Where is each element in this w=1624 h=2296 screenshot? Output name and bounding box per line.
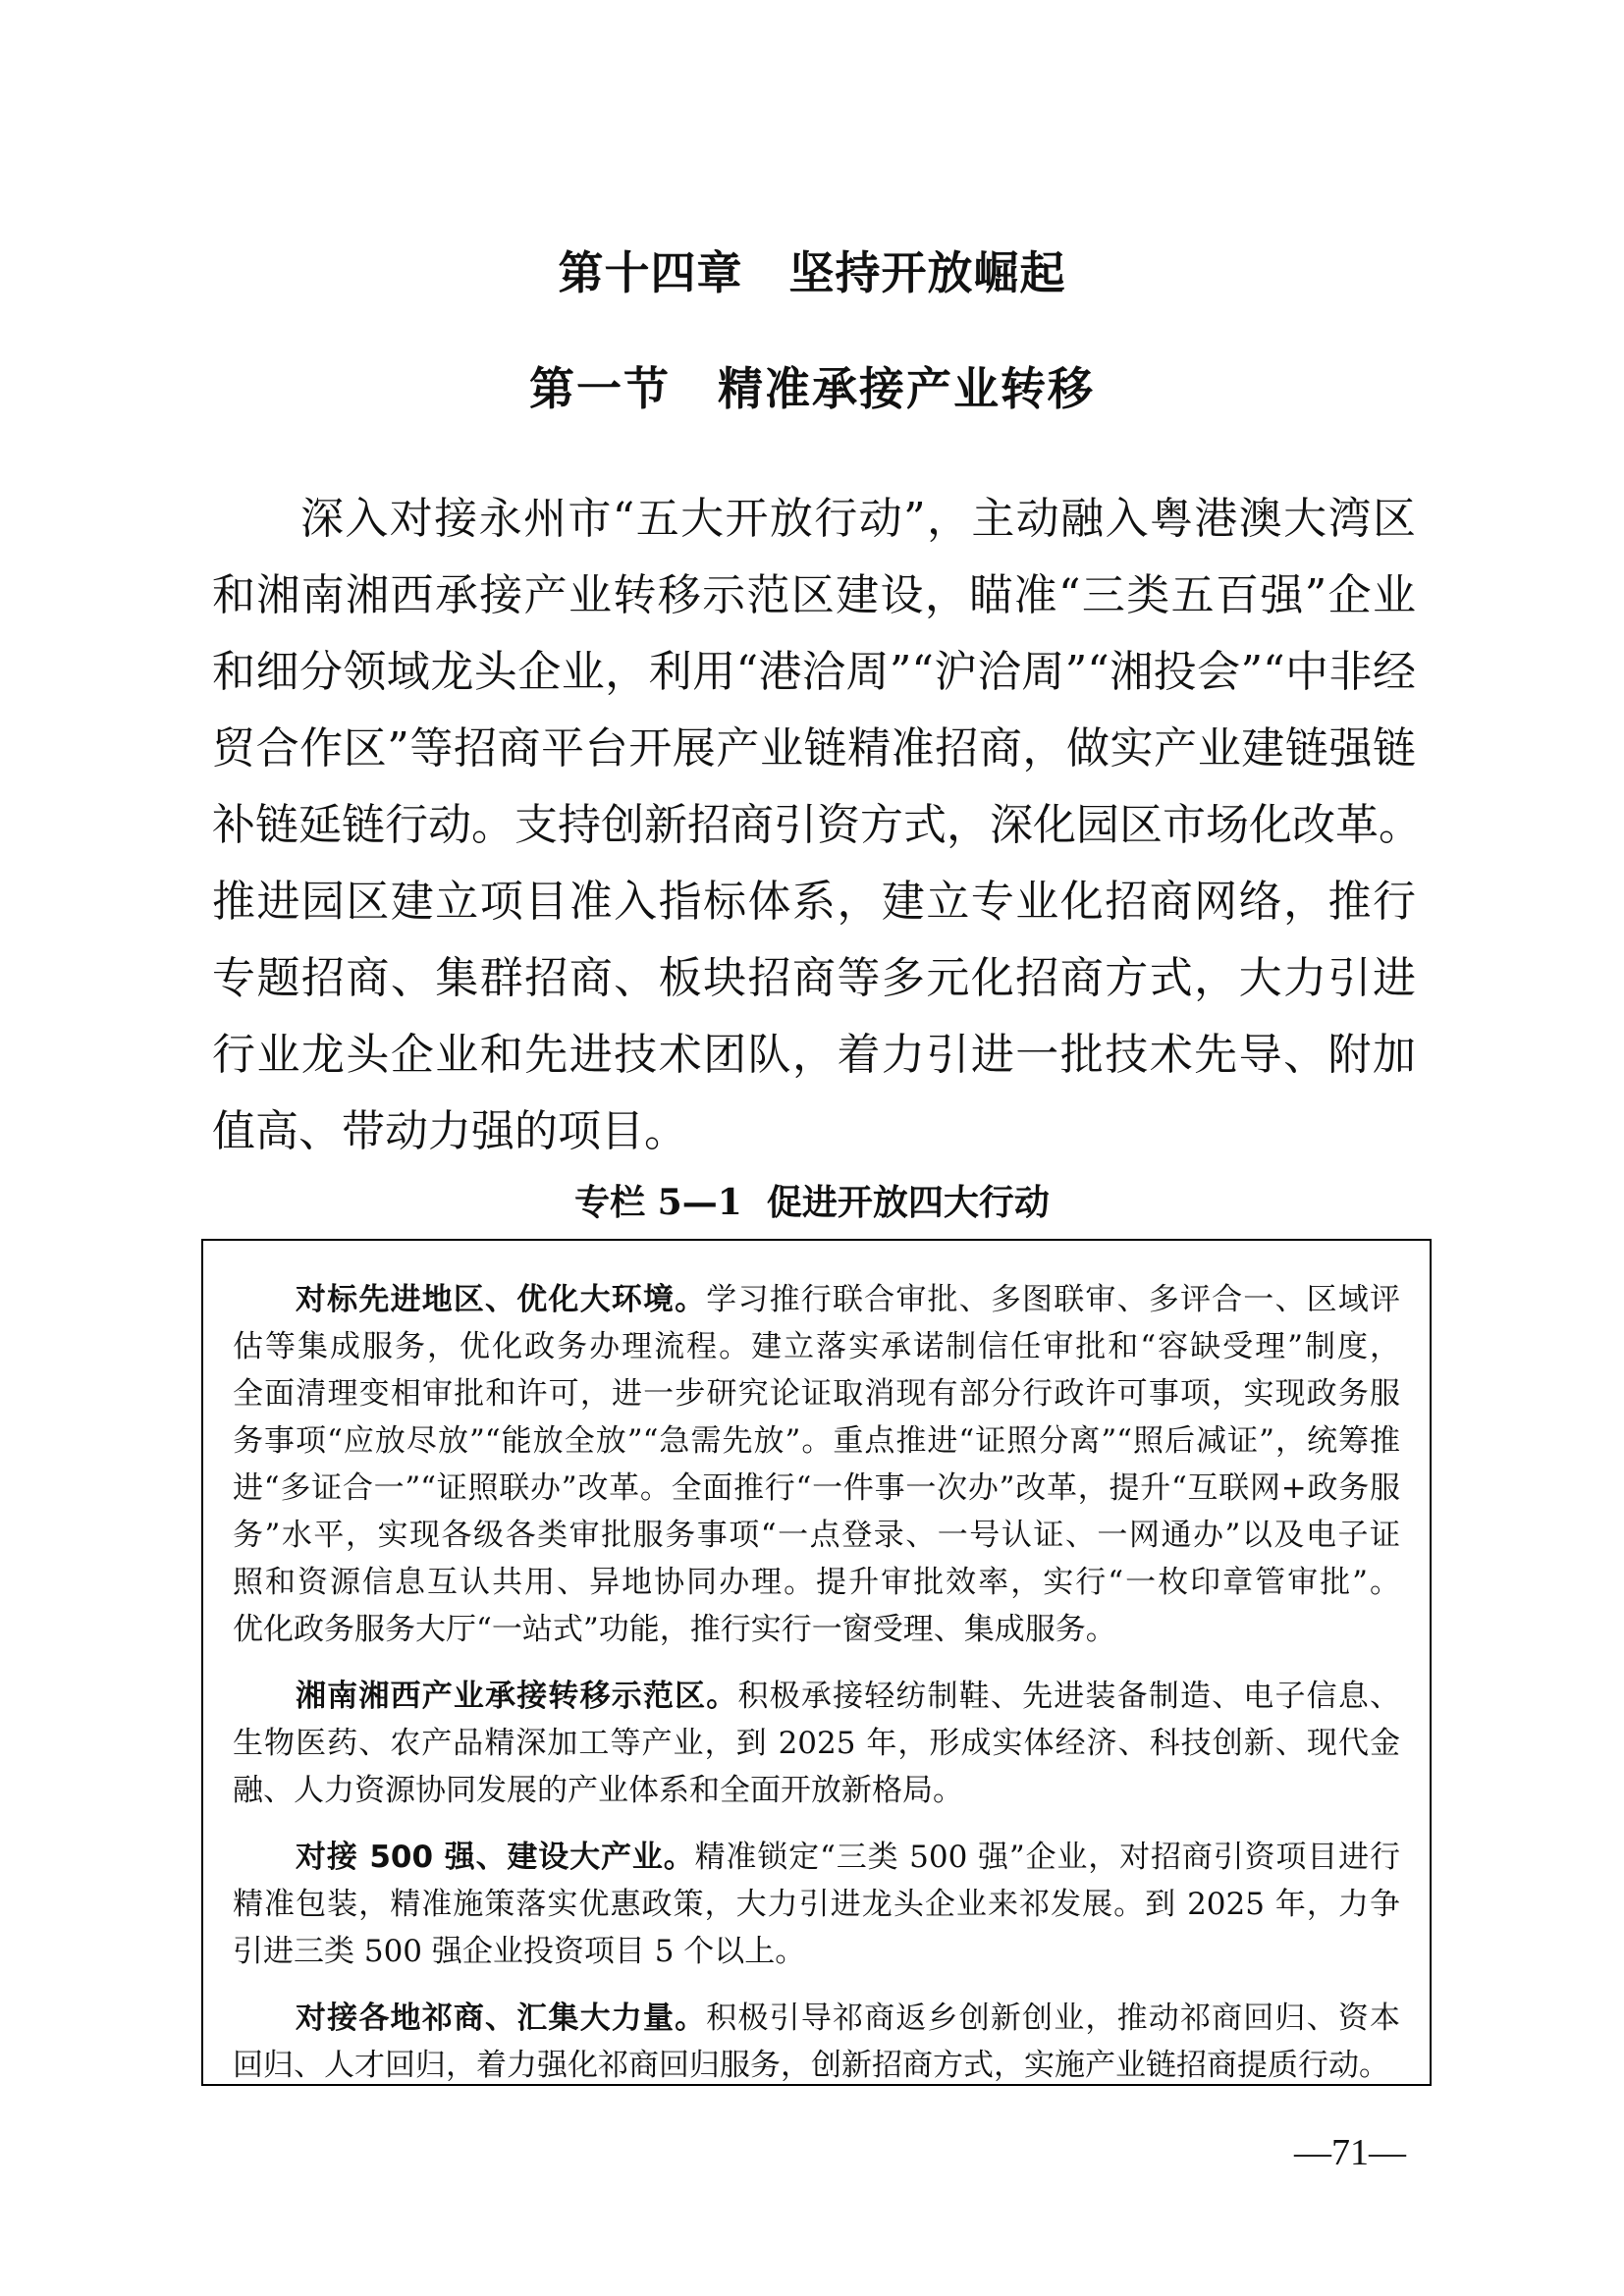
- box-line: 精准包装，精准施策落实优惠政策，大力引进龙头企业来祁发展。到 2025 年，力争: [233, 1887, 1400, 1922]
- box-text: 积极引导祁商返乡创新创业，推动祁商回归、资本: [706, 2001, 1401, 2036]
- box-text: 积极承接轻纺制鞋、先进装备制造、电子信息、: [737, 1679, 1401, 1714]
- box-block-lead: 对接 500 强、建设大产业。: [296, 1840, 695, 1875]
- section-title: 第一节 精准承接产业转移: [529, 362, 1095, 415]
- box-text: 精准锁定“三类 500 强”企业，对招商引资项目进行: [694, 1840, 1400, 1875]
- body-line: 贸合作区”等招商平台开展产业链精准招商，做实产业建链强链: [212, 723, 1416, 774]
- box-line: 估等集成服务，优化政务办理流程。建立落实承诺制信任审批和“容缺受理”制度，: [233, 1329, 1400, 1364]
- body-line: 行业龙头企业和先进技术团队，着力引进一批技术先导、附加: [212, 1030, 1416, 1080]
- box-line: 务事项“应放尽放”“能放全放”“急需先放”。重点推进“证照分离”“照后减证”，统筹推: [233, 1423, 1400, 1459]
- box-line: 优化政务服务大厅“一站式”功能，推行实行一窗受理、集成服务。: [233, 1612, 1116, 1647]
- box-line: 务”水平，实现各级各类审批服务事项“一点登录、一号认证、一网通办”以及电子证: [233, 1518, 1400, 1553]
- box-block-top500: [233, 1834, 1400, 1975]
- box-line: [233, 1834, 1400, 1881]
- box-line: 进“多证合一”“证照联办”改革。全面推行“一件事一次办”改革，提升“互联网+政务服: [233, 1470, 1400, 1506]
- box-header: 专栏 5—1 促进开放四大行动: [574, 1182, 1050, 1223]
- body-line: 推进园区建立项目准入指标体系，建立专业化招商网络，推行: [212, 877, 1416, 927]
- chapter-title: 第十四章 坚持开放崛起: [558, 246, 1066, 299]
- box-line: [233, 1673, 1400, 1720]
- body-line: 和细分领域龙头企业，利用“港洽周”“沪洽周”“湘投会”“中非经: [212, 647, 1416, 697]
- box-line: 融、人力资源协同发展的产业体系和全面开放新格局。: [233, 1773, 963, 1808]
- box-block-benchmark: [233, 1276, 1400, 1653]
- box-block-lead: 对接各地祁商、汇集大力量。: [296, 2001, 707, 2036]
- box-block-demo-zone: [233, 1673, 1400, 1814]
- box-block-qi-merchants: [233, 1995, 1400, 2089]
- body-line: 值高、带动力强的项目。: [212, 1106, 687, 1156]
- box-block-lead: 对标先进地区、优化大环境。: [296, 1282, 707, 1317]
- box-block-lead: 湘南湘西产业承接转移示范区。: [296, 1679, 738, 1714]
- box-line: [233, 1276, 1400, 1323]
- body-line: 补链延链行动。支持创新招商引资方式，深化园区市场化改革。: [212, 800, 1422, 850]
- box-line: [233, 1995, 1400, 2042]
- box-line: 引进三类 500 强企业投资项目 5 个以上。: [233, 1934, 806, 1969]
- box-line: 生物医药、农产品精深加工等产业，到 2025 年，形成实体经济、科技创新、现代金: [233, 1726, 1400, 1761]
- body-paragraph: [212, 481, 1422, 1170]
- body-line: 专题招商、集群招商、板块招商等多元化招商方式，大力引进: [212, 953, 1416, 1003]
- page-number: —71—: [1294, 2132, 1406, 2173]
- box-text: 学习推行联合审批、多图联审、多评合一、区域评: [706, 1282, 1401, 1317]
- body-line: 深入对接永州市“五大开放行动”，主动融入粤港澳大湾区: [300, 494, 1416, 544]
- box-line: 回归、人才回归，着力强化祁商回归服务，创新招商方式，实施产业链招商提质行动。: [233, 2048, 1389, 2083]
- body-line: 和湘南湘西承接产业转移示范区建设，瞄准“三类五百强”企业: [212, 570, 1416, 620]
- box-line: 全面清理变相审批和许可，进一步研究论证取消现有部分行政许可事项，实现政务服: [233, 1376, 1400, 1412]
- feature-box: [201, 1239, 1432, 2086]
- box-line: 照和资源信息互认共用、异地协同办理。提升审批效率，实行“一枚印章管审批”。: [233, 1565, 1400, 1600]
